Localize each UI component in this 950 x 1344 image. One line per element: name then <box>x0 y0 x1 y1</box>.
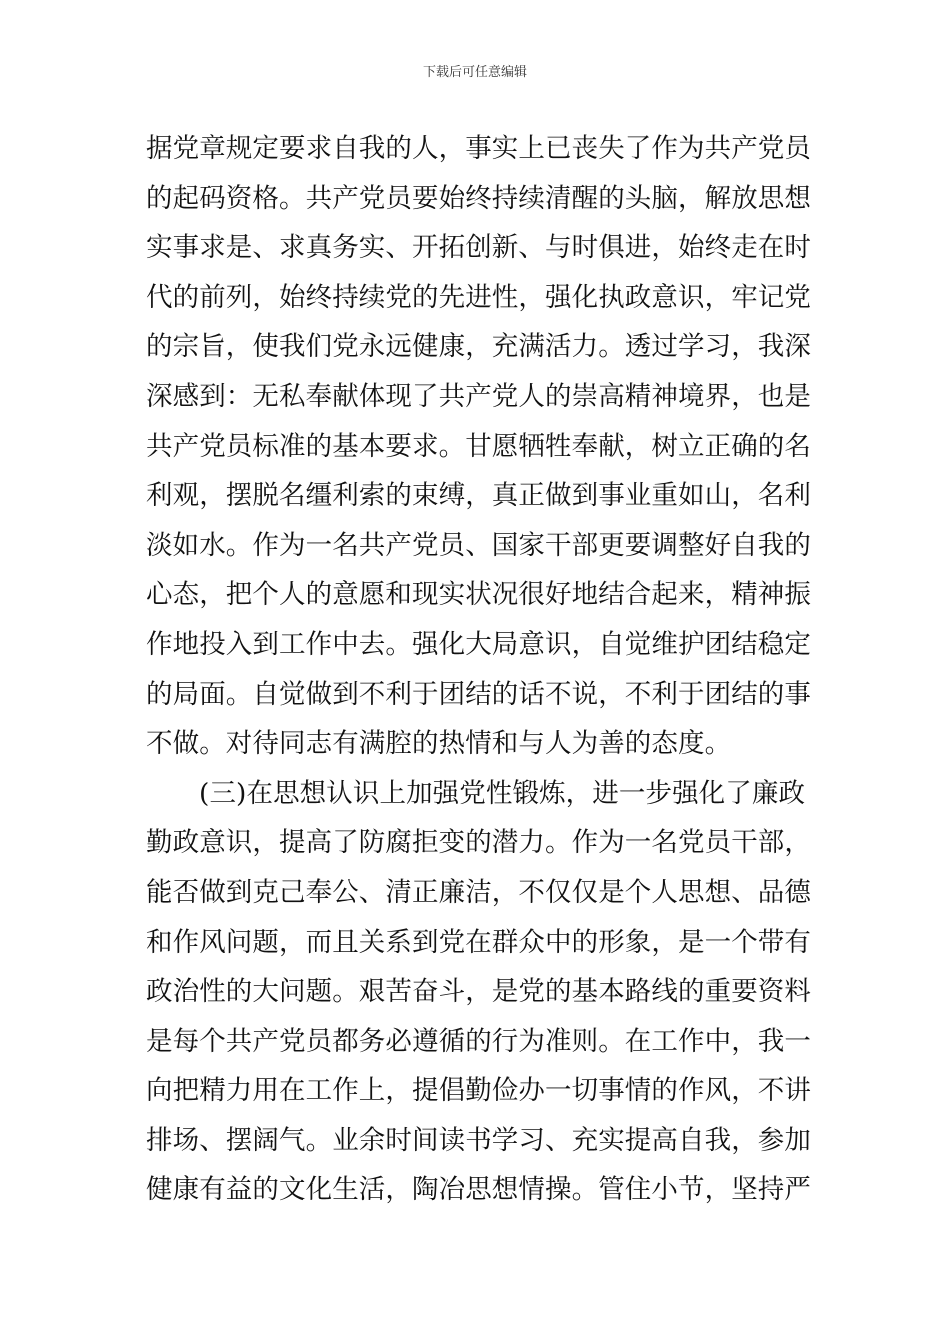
document-body <box>146 124 816 1215</box>
text-line: 向把精力用在工作上，提倡勤俭办一切事情的作风，不讲 <box>146 1075 811 1107</box>
text-line: 和作风问题，而且关系到党在群众中的形象，是一个带有 <box>146 926 811 958</box>
text-line: 作地投入到工作中去。强化大局意识，自觉维护团结稳定 <box>146 628 811 660</box>
text-line: 实事求是、求真务实、开拓创新、与时俱进，始终走在时 <box>146 232 811 264</box>
text-line: 的局面。自觉做到不利于团结的话不说，不利于团结的事 <box>146 678 811 710</box>
text-line: 健康有益的文化生活，陶冶思想情操。管住小节，坚持严 <box>146 1174 811 1206</box>
page-header: 下载后可任意编辑 <box>422 65 527 80</box>
text-line: 能否做到克己奉公、清正廉洁，不仅仅是个人思想、品德 <box>146 876 811 908</box>
text-line: 的起码资格。共产党员要始终持续清醒的头脑，解放思想 <box>146 182 811 214</box>
text-line: 是每个共产党员都务必遵循的行为准则。在工作中，我一 <box>146 1025 811 1057</box>
text-line: 深感到：无私奉献体现了共产党人的崇高精神境界，也是 <box>146 380 811 412</box>
text-line: 共产党员标准的基本要求。甘愿牺牲奉献，树立正确的名 <box>146 430 811 462</box>
text-line: 政治性的大问题。艰苦奋斗，是党的基本路线的重要资料 <box>146 976 811 1008</box>
text-line: 不做。对待同志有满腔的热情和与人为善的态度。 <box>146 728 732 760</box>
text-line: 心态，把个人的意愿和现实状况很好地结合起来，精神振 <box>146 579 811 611</box>
text-line: 排场、摆阔气。业余时间读书学习、充实提高自我，参加 <box>146 1124 811 1156</box>
text-line: 勤政意识，提高了防腐拒变的潜力。作为一名党员干部， <box>146 827 811 859</box>
text-line: 的宗旨，使我们党永远健康，充满活力。透过学习，我深 <box>146 331 811 363</box>
text-line: 利观，摆脱名缰利索的束缚，真正做到事业重如山，名利 <box>146 480 811 512</box>
text-line: 淡如水。作为一名共产党员、国家干部更要调整好自我的 <box>146 529 811 561</box>
paragraph-start-line: (三)在思想认识上加强党性锻炼，进一步强化了廉政 <box>199 777 806 809</box>
text-line: 代的前列，始终持续党的先进性，强化执政意识，牢记党 <box>146 281 811 313</box>
text-line: 据党章规定要求自我的人，事实上已丧失了作为共产党员 <box>146 133 811 164</box>
